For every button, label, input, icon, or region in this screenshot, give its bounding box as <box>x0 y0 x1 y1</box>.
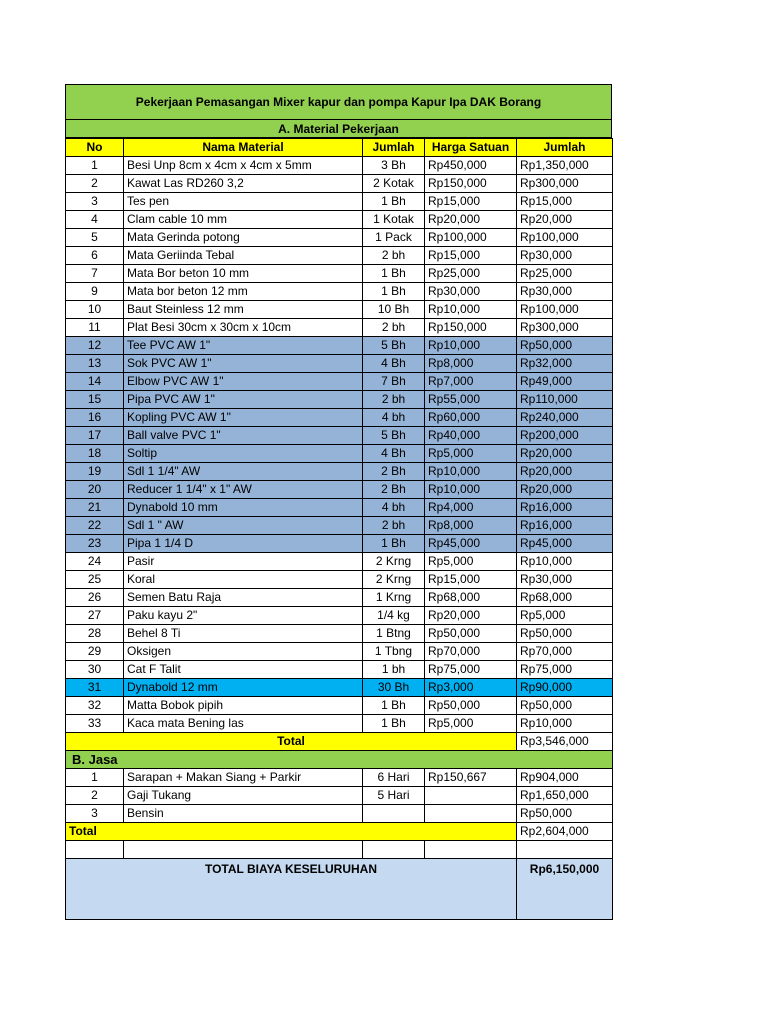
material-name[interactable]: Pipa 1 1/4 D <box>124 535 363 553</box>
material-row <box>66 211 613 229</box>
amount[interactable]: Rp25,000 <box>517 265 613 283</box>
amount[interactable]: Rp1,350,000 <box>517 157 613 175</box>
row-number[interactable]: 17 <box>66 427 124 445</box>
amount[interactable]: Rp32,000 <box>517 355 613 373</box>
row-number[interactable]: 30 <box>66 661 124 679</box>
material-row <box>66 175 613 193</box>
quantity[interactable]: 5 Hari <box>363 787 425 805</box>
quantity[interactable]: 1 Bh <box>363 265 425 283</box>
row-number[interactable]: 20 <box>66 481 124 499</box>
row-number[interactable]: 6 <box>66 247 124 265</box>
material-name[interactable]: Pipa PVC AW 1" <box>124 391 363 409</box>
row-number[interactable]: 25 <box>66 571 124 589</box>
quantity[interactable]: 4 Bh <box>363 445 425 463</box>
quantity[interactable]: 1 Krng <box>363 589 425 607</box>
amount[interactable]: Rp49,000 <box>517 373 613 391</box>
unit-price[interactable]: Rp50,000 <box>425 697 517 715</box>
quantity[interactable]: 1 Pack <box>363 229 425 247</box>
quantity[interactable]: 1 Bh <box>363 193 425 211</box>
unit-price[interactable]: Rp4,000 <box>425 499 517 517</box>
material-name[interactable]: Koral <box>124 571 363 589</box>
amount[interactable]: Rp20,000 <box>517 211 613 229</box>
material-row <box>66 193 613 211</box>
service-name[interactable]: Gaji Tukang <box>124 787 363 805</box>
material-row <box>66 445 613 463</box>
row-number[interactable]: 2 <box>66 175 124 193</box>
unit-price[interactable]: Rp45,000 <box>425 535 517 553</box>
material-name[interactable]: Pasir <box>124 553 363 571</box>
material-row <box>66 643 613 661</box>
amount[interactable]: Rp30,000 <box>517 571 613 589</box>
material-name[interactable]: Dynabold 12 mm <box>124 679 363 697</box>
section-a-title-cell[interactable] <box>65 120 612 138</box>
unit-price[interactable]: Rp5,000 <box>425 445 517 463</box>
amount[interactable]: Rp1,650,000 <box>517 787 613 805</box>
material-row <box>66 481 613 499</box>
amount[interactable]: Rp45,000 <box>517 535 613 553</box>
row-number[interactable]: 21 <box>66 499 124 517</box>
material-row <box>66 679 613 697</box>
service-name[interactable]: Bensin <box>124 805 363 823</box>
row-number[interactable]: 12 <box>66 337 124 355</box>
material-row <box>66 283 613 301</box>
quantity[interactable]: 1 bh <box>363 661 425 679</box>
material-row <box>66 517 613 535</box>
quantity[interactable]: 10 Bh <box>363 301 425 319</box>
header-amount[interactable]: Jumlah <box>517 139 613 157</box>
quantity[interactable]: 1 Kotak <box>363 211 425 229</box>
unit-price[interactable]: Rp3,000 <box>425 679 517 697</box>
section-a-total-value[interactable]: Rp3,546,000 <box>517 733 613 751</box>
unit-price[interactable]: Rp100,000 <box>425 229 517 247</box>
amount[interactable]: Rp20,000 <box>517 463 613 481</box>
empty-cell[interactable] <box>363 841 425 859</box>
amount[interactable]: Rp15,000 <box>517 193 613 211</box>
grand-total-value[interactable]: Rp6,150,000 <box>517 859 613 920</box>
amount[interactable]: Rp16,000 <box>517 517 613 535</box>
unit-price[interactable]: Rp55,000 <box>425 391 517 409</box>
header-unit-price[interactable]: Harga Satuan <box>425 139 517 157</box>
section-b-total-value[interactable]: Rp2,604,000 <box>517 823 613 841</box>
quantity[interactable]: 1 Bh <box>363 283 425 301</box>
amount[interactable]: Rp5,000 <box>517 607 613 625</box>
material-name[interactable]: Mata Bor beton 10 mm <box>124 265 363 283</box>
unit-price[interactable]: Rp20,000 <box>425 607 517 625</box>
material-row <box>66 661 613 679</box>
material-row <box>66 499 613 517</box>
unit-price[interactable]: Rp150,667 <box>425 769 517 787</box>
material-name[interactable]: Kaca mata Bening las <box>124 715 363 733</box>
amount[interactable]: Rp110,000 <box>517 391 613 409</box>
amount[interactable]: Rp100,000 <box>517 229 613 247</box>
row-number[interactable]: 23 <box>66 535 124 553</box>
row-number[interactable]: 27 <box>66 607 124 625</box>
material-row <box>66 715 613 733</box>
material-row <box>66 301 613 319</box>
amount[interactable]: Rp200,000 <box>517 427 613 445</box>
quantity[interactable] <box>363 805 425 823</box>
material-name[interactable]: Clam cable 10 mm <box>124 211 363 229</box>
row-number[interactable]: 16 <box>66 409 124 427</box>
amount[interactable]: Rp20,000 <box>517 445 613 463</box>
unit-price[interactable]: Rp10,000 <box>425 337 517 355</box>
unit-price[interactable]: Rp30,000 <box>425 283 517 301</box>
empty-cell[interactable] <box>425 841 517 859</box>
header-quantity[interactable]: Jumlah <box>363 139 425 157</box>
quantity[interactable]: 2 Kotak <box>363 175 425 193</box>
amount[interactable]: Rp100,000 <box>517 301 613 319</box>
spreadsheet <box>65 84 612 920</box>
material-row <box>66 229 613 247</box>
quantity[interactable]: 1 Bh <box>363 535 425 553</box>
amount[interactable]: Rp50,000 <box>517 805 613 823</box>
quantity[interactable]: 2 bh <box>363 391 425 409</box>
header-row <box>66 139 613 157</box>
service-name[interactable]: Sarapan + Makan Siang + Parkir <box>124 769 363 787</box>
row-number[interactable]: 24 <box>66 553 124 571</box>
material-row <box>66 697 613 715</box>
unit-price[interactable]: Rp150,000 <box>425 175 517 193</box>
row-number[interactable]: 3 <box>66 193 124 211</box>
amount[interactable]: Rp75,000 <box>517 661 613 679</box>
empty-cell[interactable] <box>66 841 124 859</box>
quantity[interactable]: 2 bh <box>363 319 425 337</box>
unit-price[interactable]: Rp15,000 <box>425 193 517 211</box>
material-name[interactable]: Matta Bobok pipih <box>124 697 363 715</box>
amount[interactable]: Rp50,000 <box>517 625 613 643</box>
unit-price[interactable]: Rp450,000 <box>425 157 517 175</box>
unit-price[interactable]: Rp7,000 <box>425 373 517 391</box>
quantity[interactable]: 4 Bh <box>363 355 425 373</box>
quantity[interactable]: 4 bh <box>363 499 425 517</box>
material-name[interactable]: Soltip <box>124 445 363 463</box>
section-b-title-row <box>66 751 613 769</box>
unit-price[interactable]: Rp10,000 <box>425 301 517 319</box>
material-row <box>66 553 613 571</box>
material-name[interactable]: Sdl 1 " AW <box>124 517 363 535</box>
amount[interactable]: Rp20,000 <box>517 481 613 499</box>
unit-price[interactable]: Rp10,000 <box>425 481 517 499</box>
unit-price[interactable]: Rp15,000 <box>425 571 517 589</box>
unit-price[interactable]: Rp8,000 <box>425 355 517 373</box>
material-name[interactable]: Sok PVC AW 1" <box>124 355 363 373</box>
unit-price[interactable]: Rp20,000 <box>425 211 517 229</box>
section-b-title[interactable]: B. Jasa <box>66 751 613 769</box>
row-number[interactable]: 1 <box>66 769 124 787</box>
header-no[interactable]: No <box>66 139 124 157</box>
unit-price[interactable]: Rp68,000 <box>425 589 517 607</box>
material-name[interactable]: Kopling PVC AW 1" <box>124 409 363 427</box>
row-number[interactable]: 1 <box>66 157 124 175</box>
quantity[interactable]: 2 Krng <box>363 553 425 571</box>
quantity[interactable]: 1 Bh <box>363 697 425 715</box>
amount[interactable]: Rp90,000 <box>517 679 613 697</box>
material-name[interactable]: Tee PVC AW 1" <box>124 337 363 355</box>
material-row <box>66 355 613 373</box>
unit-price[interactable] <box>425 805 517 823</box>
unit-price[interactable]: Rp60,000 <box>425 409 517 427</box>
row-number[interactable]: 22 <box>66 517 124 535</box>
unit-price[interactable]: Rp5,000 <box>425 553 517 571</box>
grand-total-label[interactable]: TOTAL BIAYA KESELURUHAN <box>66 859 517 920</box>
quantity[interactable]: 30 Bh <box>363 679 425 697</box>
quantity[interactable]: 1 Tbng <box>363 643 425 661</box>
row-number[interactable]: 32 <box>66 697 124 715</box>
quantity[interactable]: 1 Btng <box>363 625 425 643</box>
material-row <box>66 319 613 337</box>
unit-price[interactable]: Rp50,000 <box>425 625 517 643</box>
material-name[interactable]: Dynabold 10 mm <box>124 499 363 517</box>
material-row <box>66 607 613 625</box>
amount[interactable]: Rp904,000 <box>517 769 613 787</box>
row-number[interactable]: 2 <box>66 787 124 805</box>
unit-price[interactable]: Rp25,000 <box>425 265 517 283</box>
row-number[interactable]: 19 <box>66 463 124 481</box>
unit-price[interactable]: Rp150,000 <box>425 319 517 337</box>
unit-price[interactable]: Rp70,000 <box>425 643 517 661</box>
section-b-total-row <box>66 823 613 841</box>
unit-price[interactable]: Rp5,000 <box>425 715 517 733</box>
material-row <box>66 535 613 553</box>
row-number[interactable]: 31 <box>66 679 124 697</box>
quantity[interactable]: 6 Hari <box>363 769 425 787</box>
row-number[interactable]: 9 <box>66 283 124 301</box>
section-b-total-label[interactable]: Total <box>66 823 517 841</box>
material-name[interactable]: Sdl 1 1/4" AW <box>124 463 363 481</box>
sheet-title: Pekerjaan Pemasangan Mixer kapur dan pompa Kapur Ipa DAK Borang <box>135 95 542 109</box>
quantity[interactable]: 2 bh <box>363 517 425 535</box>
material-name[interactable]: Kawat Las RD260 3,2 <box>124 175 363 193</box>
material-name[interactable]: Mata Gerinda potong <box>124 229 363 247</box>
row-number[interactable]: 15 <box>66 391 124 409</box>
material-name[interactable]: Oksigen <box>124 643 363 661</box>
quantity[interactable]: 2 Bh <box>363 463 425 481</box>
material-name[interactable]: Behel 8 Ti <box>124 625 363 643</box>
section-a-title: A. Material Pekerjaan <box>278 121 399 136</box>
service-row <box>66 769 613 787</box>
material-row <box>66 391 613 409</box>
material-row <box>66 157 613 175</box>
material-name[interactable]: Baut Steinless 12 mm <box>124 301 363 319</box>
quantity[interactable]: 5 Bh <box>363 337 425 355</box>
amount[interactable]: Rp30,000 <box>517 283 613 301</box>
material-name[interactable]: Reducer 1 1/4" x 1" AW <box>124 481 363 499</box>
row-number[interactable]: 14 <box>66 373 124 391</box>
amount[interactable]: Rp50,000 <box>517 697 613 715</box>
amount[interactable]: Rp30,000 <box>517 247 613 265</box>
amount[interactable]: Rp300,000 <box>517 175 613 193</box>
section-a-total-row <box>66 733 613 751</box>
section-a-total-label[interactable]: Total <box>66 733 517 751</box>
cost-table <box>65 138 613 920</box>
material-row <box>66 625 613 643</box>
unit-price[interactable]: Rp40,000 <box>425 427 517 445</box>
unit-price[interactable]: Rp10,000 <box>425 463 517 481</box>
material-row <box>66 265 613 283</box>
sheet-title-cell[interactable] <box>65 84 612 120</box>
amount[interactable]: Rp50,000 <box>517 337 613 355</box>
service-row <box>66 787 613 805</box>
row-number[interactable]: 5 <box>66 229 124 247</box>
quantity[interactable]: 2 bh <box>363 247 425 265</box>
amount[interactable]: Rp10,000 <box>517 553 613 571</box>
quantity[interactable]: 7 Bh <box>363 373 425 391</box>
row-number[interactable]: 18 <box>66 445 124 463</box>
material-row <box>66 373 613 391</box>
amount[interactable]: Rp68,000 <box>517 589 613 607</box>
row-number[interactable]: 4 <box>66 211 124 229</box>
row-number[interactable]: 7 <box>66 265 124 283</box>
unit-price[interactable]: Rp75,000 <box>425 661 517 679</box>
empty-cell[interactable] <box>517 841 613 859</box>
material-row <box>66 463 613 481</box>
material-row <box>66 337 613 355</box>
amount[interactable]: Rp240,000 <box>517 409 613 427</box>
unit-price[interactable] <box>425 787 517 805</box>
amount[interactable]: Rp10,000 <box>517 715 613 733</box>
material-row <box>66 427 613 445</box>
empty-row <box>66 841 613 859</box>
material-row <box>66 571 613 589</box>
material-name[interactable]: Mata bor beton 12 mm <box>124 283 363 301</box>
row-number[interactable]: 28 <box>66 625 124 643</box>
material-row <box>66 247 613 265</box>
service-row <box>66 805 613 823</box>
empty-cell[interactable] <box>124 841 363 859</box>
row-number[interactable]: 11 <box>66 319 124 337</box>
amount[interactable]: Rp300,000 <box>517 319 613 337</box>
quantity[interactable]: 1/4 kg <box>363 607 425 625</box>
quantity[interactable]: 2 Bh <box>363 481 425 499</box>
unit-price[interactable]: Rp8,000 <box>425 517 517 535</box>
material-row <box>66 589 613 607</box>
row-number[interactable]: 3 <box>66 805 124 823</box>
material-name[interactable]: Mata Geriinda Tebal <box>124 247 363 265</box>
row-number[interactable]: 29 <box>66 643 124 661</box>
unit-price[interactable]: Rp15,000 <box>425 247 517 265</box>
material-name[interactable]: Tes pen <box>124 193 363 211</box>
quantity[interactable]: 5 Bh <box>363 427 425 445</box>
row-number[interactable]: 13 <box>66 355 124 373</box>
material-row <box>66 409 613 427</box>
material-name[interactable]: Cat F Talit <box>124 661 363 679</box>
material-name[interactable]: Elbow PVC AW 1" <box>124 373 363 391</box>
quantity[interactable]: 1 Bh <box>363 715 425 733</box>
material-name[interactable]: Plat Besi 30cm x 30cm x 10cm <box>124 319 363 337</box>
quantity[interactable]: 2 Krng <box>363 571 425 589</box>
row-number[interactable]: 33 <box>66 715 124 733</box>
material-name[interactable]: Paku kayu 2" <box>124 607 363 625</box>
material-name[interactable]: Ball valve PVC 1" <box>124 427 363 445</box>
quantity[interactable]: 4 bh <box>363 409 425 427</box>
grand-total-row <box>66 859 613 920</box>
quantity[interactable]: 3 Bh <box>363 157 425 175</box>
row-number[interactable]: 10 <box>66 301 124 319</box>
material-name[interactable]: Besi Unp 8cm x 4cm x 4cm x 5mm <box>124 157 363 175</box>
header-material-name[interactable]: Nama Material <box>124 139 363 157</box>
row-number[interactable]: 26 <box>66 589 124 607</box>
material-name[interactable]: Semen Batu Raja <box>124 589 363 607</box>
amount[interactable]: Rp70,000 <box>517 643 613 661</box>
amount[interactable]: Rp16,000 <box>517 499 613 517</box>
